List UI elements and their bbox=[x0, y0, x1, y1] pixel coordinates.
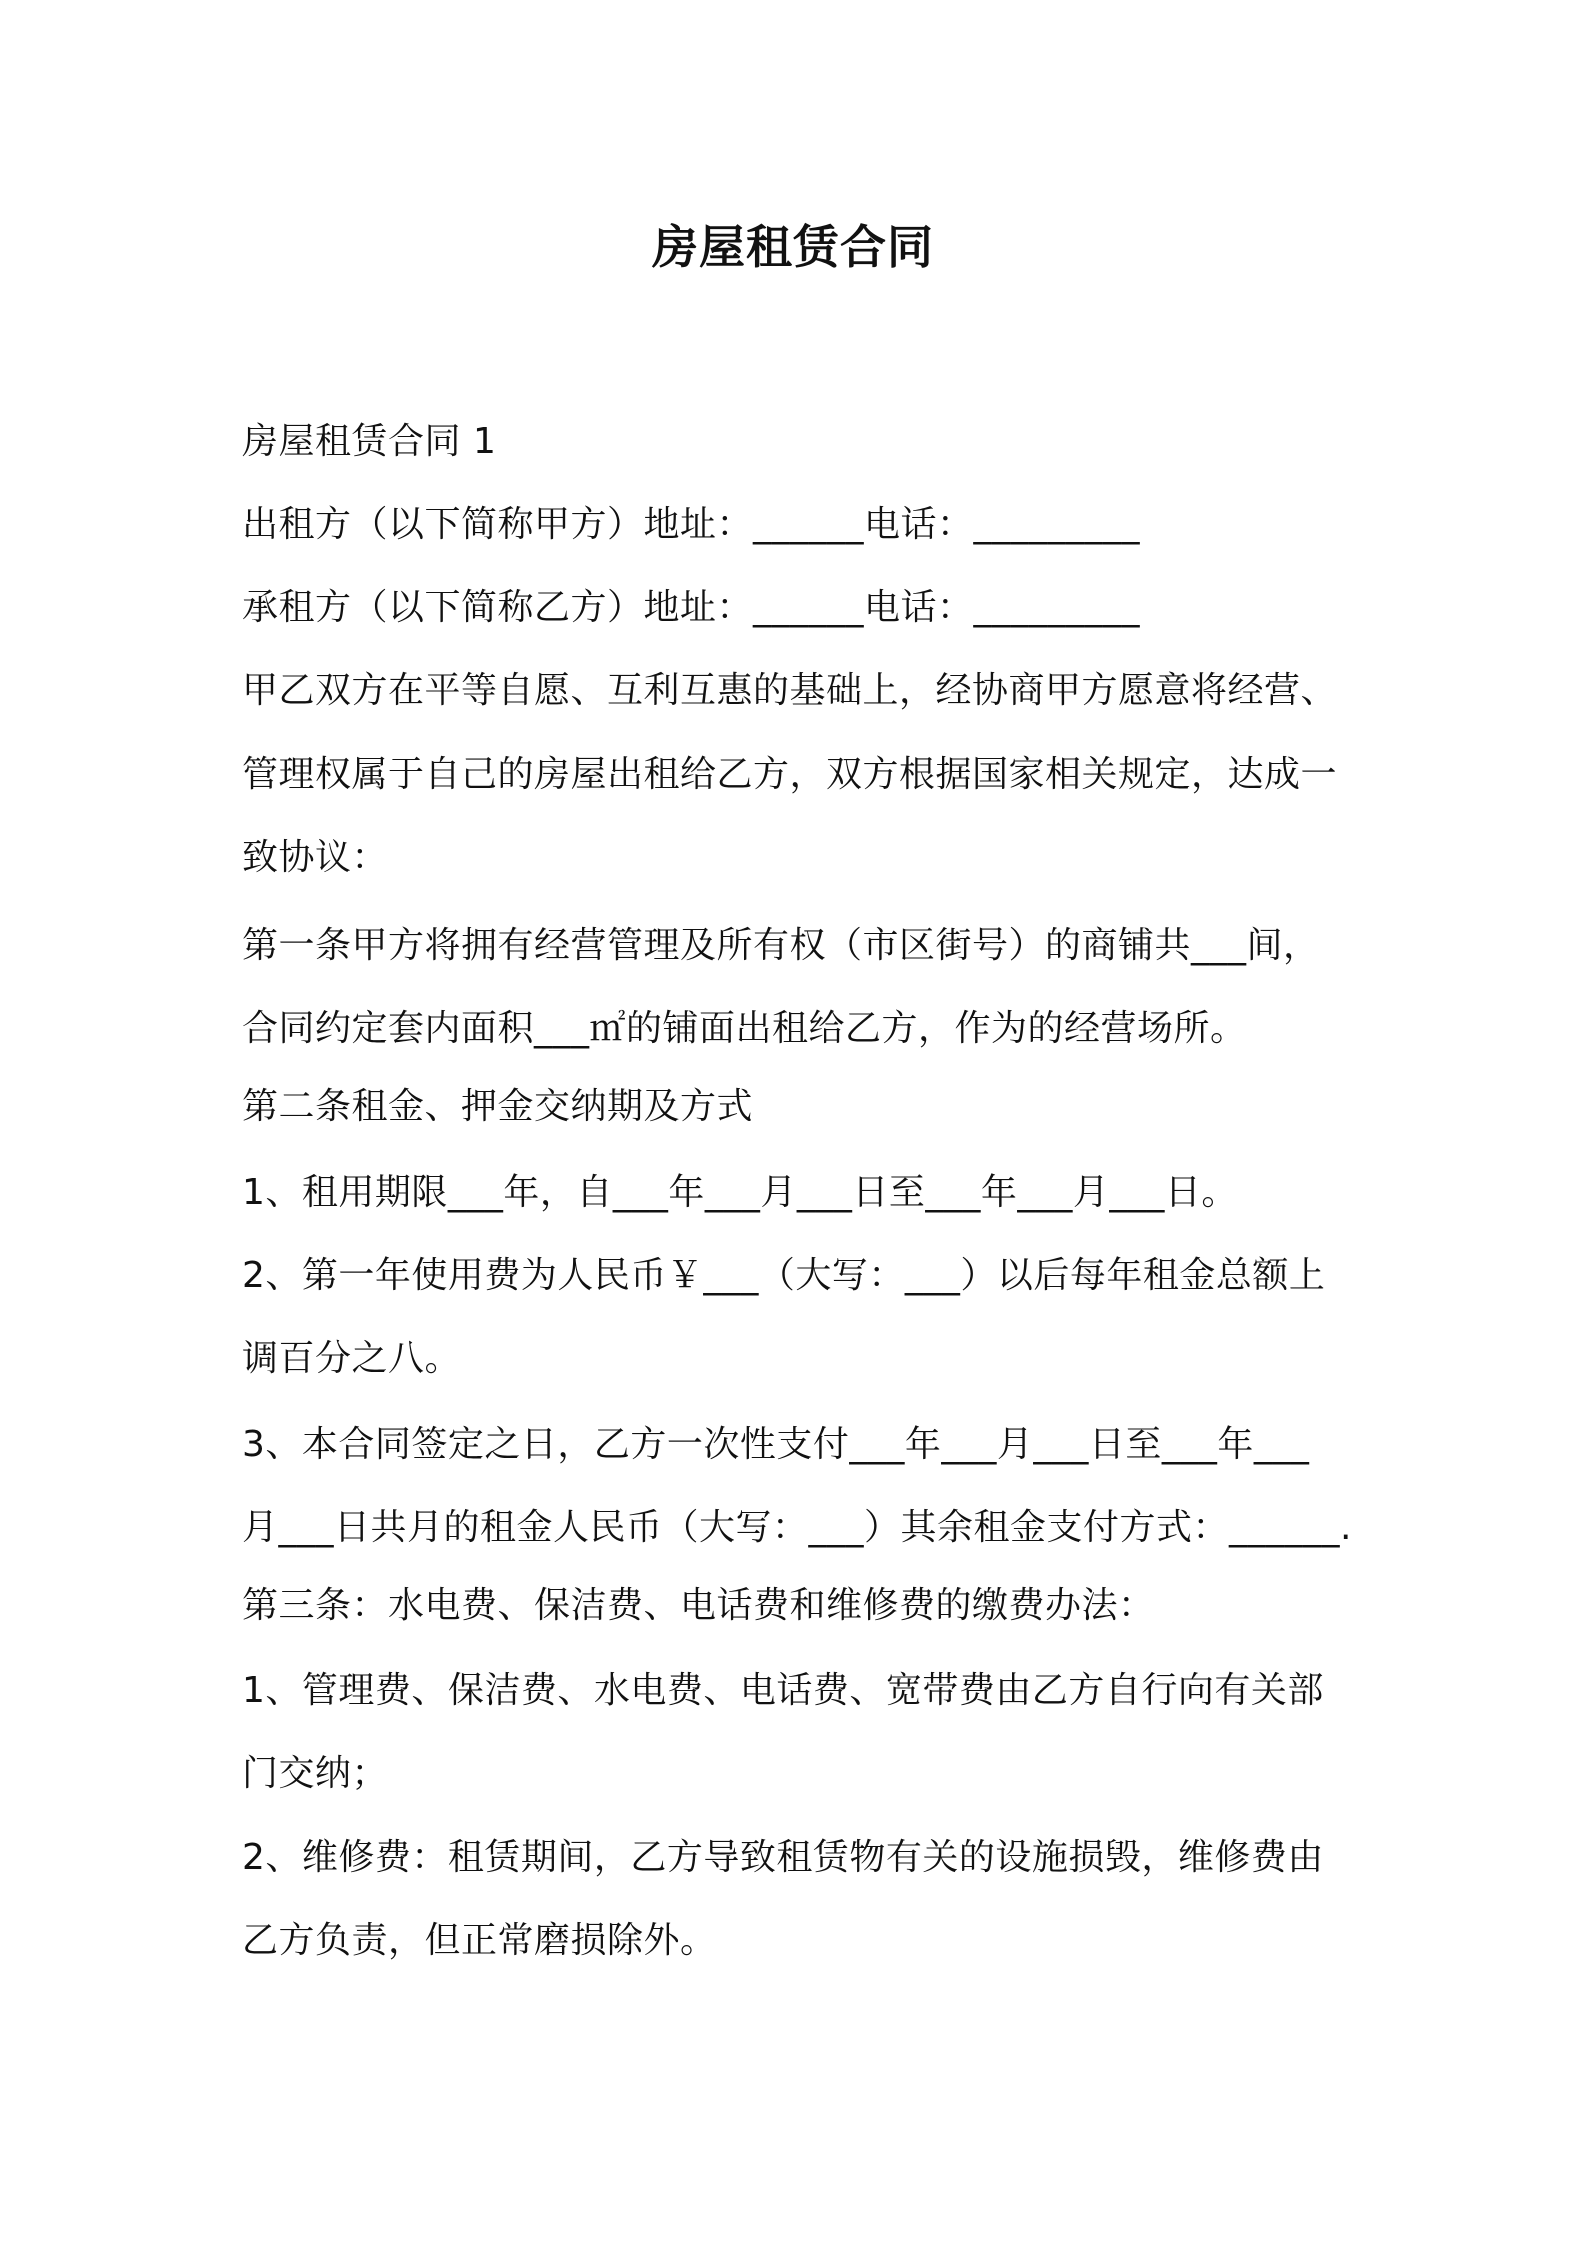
article-heading: 第二条租金、押金交纳期及方式 bbox=[242, 1086, 754, 1127]
document-title: 房屋租赁合同 bbox=[652, 220, 934, 274]
clause-line: 乙方负责，但正常磨损除外。 bbox=[242, 1920, 717, 1961]
article-line: 合同约定套内面积___㎡的铺面出租给乙方，作为的经营场所。 bbox=[242, 1008, 1247, 1049]
lessee-line: 承租方（以下简称乙方）地址：______电话：_________ bbox=[242, 587, 1141, 628]
section-heading: 房屋租赁合同 1 bbox=[242, 421, 497, 462]
paragraph-line: 甲乙双方在平等自愿、互利互惠的基础上，经协商甲方愿意将经营、 bbox=[242, 670, 1338, 711]
paragraph-line: 致协议： bbox=[242, 837, 389, 878]
clause-line: 调百分之八。 bbox=[242, 1338, 462, 1379]
clause-line: 月___日共月的租金人民币（大写：___）其余租金支付方式：______. bbox=[242, 1507, 1352, 1548]
clause-line: 门交纳； bbox=[242, 1753, 389, 1794]
article-heading: 第三条：水电费、保洁费、电话费和维修费的缴费办法： bbox=[242, 1585, 1155, 1626]
clause-line: 1、租用期限___年，自___年___月___日至___年___月___日。 bbox=[242, 1172, 1238, 1213]
paragraph-line: 管理权属于自己的房屋出租给乙方，双方根据国家相关规定，达成一 bbox=[242, 754, 1338, 795]
clause-line: 2、第一年使用费为人民币￥___（大写：___）以后每年租金总额上 bbox=[242, 1255, 1326, 1296]
article-line: 第一条甲方将拥有经营管理及所有权（市区街号）的商铺共___间， bbox=[242, 925, 1320, 966]
clause-line: 3、本合同签定之日，乙方一次性支付___年___月___日至___年___ bbox=[242, 1424, 1310, 1465]
lessor-line: 出租方（以下简称甲方）地址：______电话：_________ bbox=[242, 504, 1141, 545]
clause-line: 2、维修费：租赁期间，乙方导致租赁物有关的设施损毁，维修费由 bbox=[242, 1837, 1324, 1878]
clause-line: 1、管理费、保洁费、水电费、电话费、宽带费由乙方自行向有关部 bbox=[242, 1670, 1324, 1711]
